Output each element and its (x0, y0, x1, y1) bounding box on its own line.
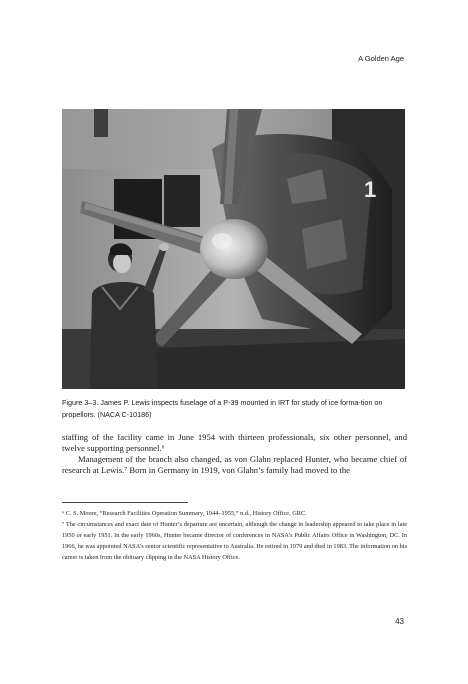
footnote: ⁶ C. S. Moore, “Research Facilities Operation Summary, 1944–1955,” n.d., History Office, GRC. (62, 510, 307, 517)
body-text (62, 432, 407, 476)
page-number: 43 (395, 617, 404, 626)
running-head: A Golden Age (358, 54, 404, 63)
figure-photo (62, 109, 405, 389)
footnotes (62, 508, 407, 563)
footnote-divider (62, 502, 188, 503)
footnote: ⁷ The circumstances and exact date of Hunter’s departure are uncertain, although the change in leadership appeared to take place in late 1950 or early 1951. In the early 1960s, Hunter became director of conferences in NASA’s Public Affairs Office in Washington, DC. In 1966, he was appointed NASA’s senior scientific representative to Australia. He retired in 1979 and died in 1983. The information on his career is taken from the obituary clipping in the NASA History Office. (62, 521, 407, 561)
figure-caption: Figure 3–3. James P. Lewis inspects fuselage of a P-39 mounted in IRT for study of ice forma-tion on propellors. (NACA C-10186) (62, 398, 383, 419)
paragraph: staffing of the facility came in June 1954 with thirteen professionals, six other personnel, and twelve supporting personnel.⁶ (62, 432, 407, 453)
svg-text:1: 1 (364, 177, 377, 202)
paragraph: Management of the branch also changed, as von Glahn replaced Hunter, who became chief of research at Lewis.⁷ Born in Germany in 1919, von Glahn’s family had moved to the (62, 454, 407, 475)
